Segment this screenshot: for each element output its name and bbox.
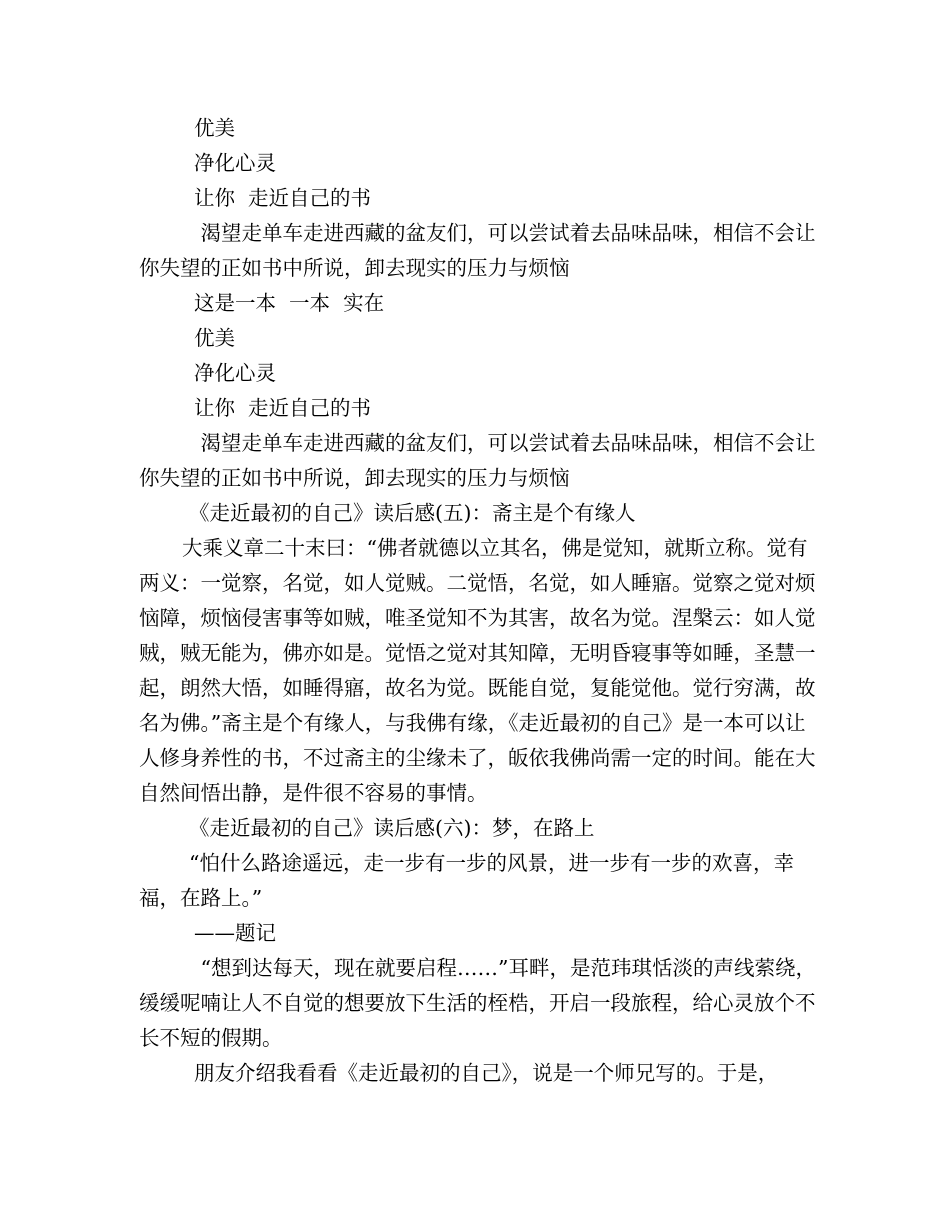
paragraph: 大乘义章二十末曰：“佛者就德以立其名，佛是觉知，就斯立称。觉有两义：一觉察，名觉，如人觉贼。二觉悟，名觉，如人睡寤。觉察之觉对烦恼障，烦恼侵害事等如贼，唯圣觉知不为其害，故名为觉。涅槃云：如人觉贼，贼无能为，佛亦如是。觉悟之觉对其知障，无明昏寝事等如睡，圣慧一起，朗然大悟，如睡得寤，故名为觉。既能自觉，复能觉他。觉行穷满，故名为佛。”斋主是个有缘人，与我佛有缘，《走近最初的自己》是一本可以让人修身养性的书，不过斋主的尘缘未了，皈依我佛尚需一定的时间。能在大自然间悟出静，是件很不容易的事情。 [139,536,816,805]
paragraph: 让你 走近自己的书 [194,186,372,210]
section-heading: 《走近最初的自己》读后感(五)：斋主是个有缘人 [189,501,636,525]
paragraph: 朋友介绍我看看《走近最初的自己》，说是一个师兄写的。于是， [194,1061,779,1085]
paragraph: 净化心灵 [194,361,276,385]
paragraph: 渴望走单车走进西藏的盆友们，可以尝试着去品味品味，相信不会让你失望的正如书中所说，卸去现实的压力与烦恼 [139,431,816,490]
paragraph: 这是一本 一本 实在 [194,291,385,315]
paragraph: “想到达每天，现在就要启程……”耳畔，是范玮琪恬淡的声线萦绕，缓缓呢喃让人不自觉的想要放下生活的桎梏，开启一段旅程，给心灵放个不长不短的假期。 [139,956,816,1050]
document-body [139,111,819,1091]
epigraph: “怕什么路途遥远，走一步有一步的风景，进一步有一步的欢喜，幸福，在路上。” [139,851,794,910]
epigraph-attribution: ——题记 [194,921,276,945]
paragraph: 让你 走近自己的书 [194,396,372,420]
paragraph: 净化心灵 [194,151,276,175]
paragraph: 渴望走单车走进西藏的盆友们，可以尝试着去品味品味，相信不会让你失望的正如书中所说，卸去现实的压力与烦恼 [139,221,816,280]
paragraph: 优美 [194,116,235,140]
section-heading: 《走近最初的自己》读后感(六)：梦，在路上 [189,816,595,840]
paragraph: 优美 [194,326,235,350]
